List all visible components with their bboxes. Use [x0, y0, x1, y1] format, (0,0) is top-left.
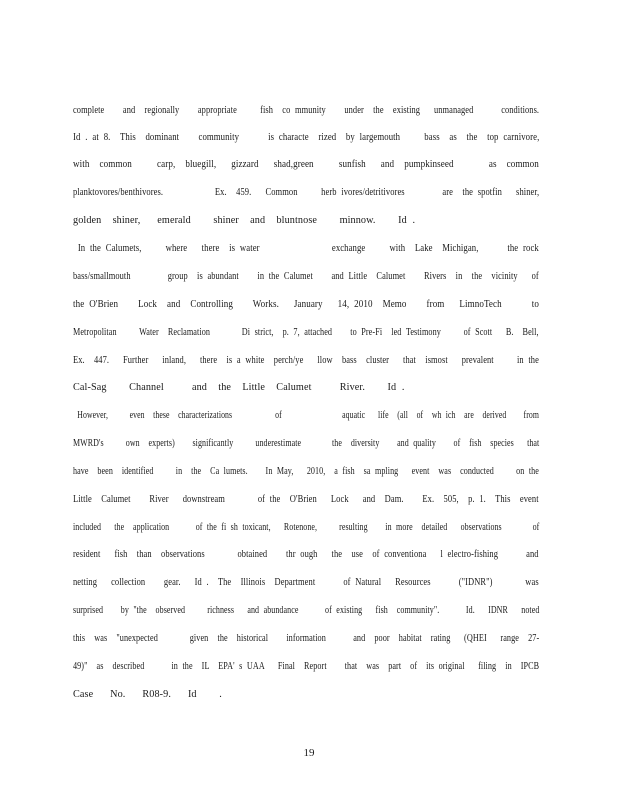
text-line: Cal-Sag Channel and the Little Calumet River. Id .	[73, 382, 405, 393]
text-line: this was "unexpected given the historical information and poor habitat rating (QHEI range 27-	[73, 633, 540, 644]
text-line: have been identified in the Ca lumets. In May, 2010, a fish sa mpling event was conducted on the	[73, 466, 539, 477]
text-line: with common carp, bluegill, gizzard shad,green sunfish and pumpkinseed as common	[73, 159, 539, 170]
text-line: resident fish than observations obtained thr ough the use of conventiona l electro-fishing and	[73, 549, 539, 560]
text-line: netting collection gear. Id . The Illinois Department of Natural Resources ("IDNR") was	[73, 577, 539, 588]
text-line: the O'Brien Lock and Controlling Works. January 14, 2010 Memo from LimnoTech to	[73, 299, 539, 310]
text-line: Metropolitan Water Reclamation Di strict, p. 7, attached to Pre-Fi led Testimony of Scott B. Bell,	[73, 327, 539, 338]
text-line: planktovores/benthivores. Ex. 459. Common herb ivores/detritivores are the spotfin shiner,	[73, 187, 540, 198]
text-line: 49)" as described in the IL EPA' s UAA Final Report that was part of its original filing in IPCB	[73, 661, 540, 672]
text-line: In the Calumets, where there is water exchange with Lake Michigan, the rock	[73, 243, 539, 254]
text-line: Id . at 8. This dominant community is characte rized by largemouth bass as the top carnivore,	[73, 132, 540, 143]
text-line: golden shiner, emerald shiner and bluntnose minnow. Id .	[73, 215, 416, 226]
text-line: However, even these characterizations of aquatic life (all of wh ich are derived from	[73, 410, 539, 421]
text-line: bass/smallmouth group is abundant in the Calumet and Little Calumet Rivers in the vicinity of	[73, 271, 539, 282]
page-number: 19	[303, 747, 315, 759]
text-line: Case No. R08-9. Id .	[73, 689, 222, 700]
text-line: Ex. 447. Further inland, there is a white perch/ye llow bass cluster that ismost prevalent in the	[73, 355, 539, 366]
text-line: complete and regionally appropriate fish co mmunity under the existing unmanaged conditions.	[73, 105, 540, 116]
text-line: MWRD's own experts) significantly underestimate the diversity and quality of fish species that	[73, 438, 540, 449]
text-line: included the application of the fi sh toxicant, Rotenone, resulting in more detailed observations of	[73, 522, 540, 533]
text-line: Little Calumet River downstream of the O'Brien Lock and Dam. Ex. 505, p. 1. This event	[73, 494, 539, 505]
text-line: surprised by "the observed richness and abundance of existing fish community". Id. IDNR noted	[73, 605, 540, 616]
